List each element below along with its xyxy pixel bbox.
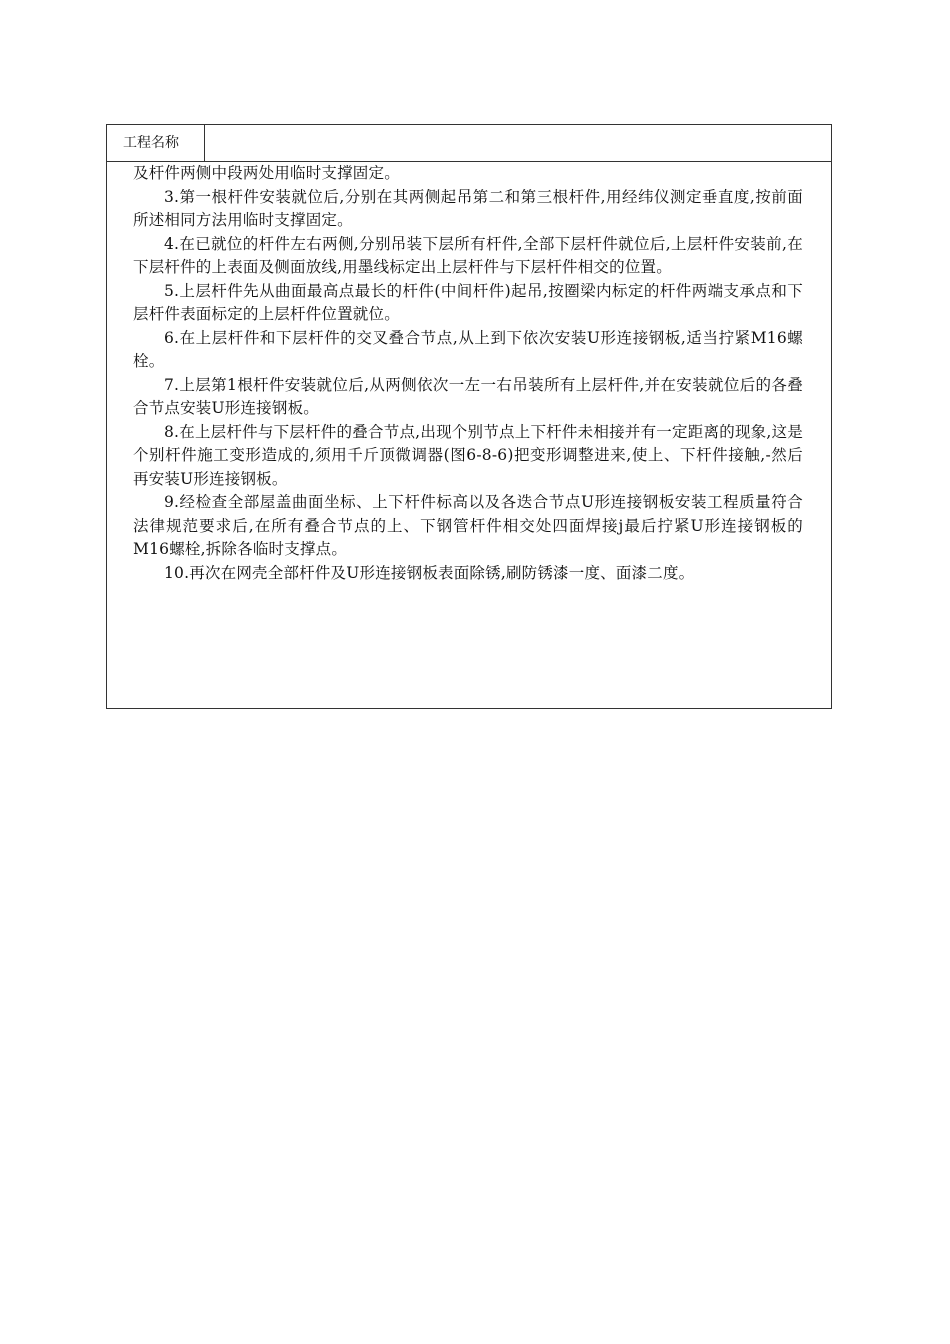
paragraph-step-10: 10.再次在网壳全部杆件及U形连接钢板表面除锈,刷防锈漆一度、面漆二度。	[164, 563, 695, 582]
form-table	[106, 124, 832, 709]
paragraph-step-5: 5.上层杆件先从曲面最高点最长的杆件(中间杆件)起吊,按圈梁内标定的杆件两端支承点和下层杆件表面标定的上层杆件位置就位。	[133, 281, 803, 323]
content-body	[107, 162, 831, 585]
project-name-value	[205, 125, 831, 161]
paragraph-step-7: 7.上层第1根杆件安装就位后,从两侧依次一左一右吊装所有上层杆件,并在安装就位后的各叠合节点安装U形连接钢板。	[133, 375, 803, 417]
paragraph-step-6: 6.在上层杆件和下层杆件的交叉叠合节点,从上到下依次安装U形连接钢板,适当拧紧M16螺栓。	[133, 328, 803, 370]
paragraph-step-8: 8.在上层杆件与下层杆件的叠合节点,出现个别节点上下杆件未相接并有一定距离的现象,这是个别杆件施工变形造成的,须用千斤顶微调器(图6-8-6)把变形调整进来,使上、下杆件接触,-然后再安装U形连接钢板。	[133, 422, 803, 488]
header-row	[107, 125, 831, 162]
paragraph-step-9: 9.经检查全部屋盖曲面坐标、上下杆件标高以及各迭合节点U形连接钢板安装工程质量符合法律规范要求后,在所有叠合节点的上、下钢管杆件相交处四面焊接j最后拧紧U形连接钢板的M16螺栓,拆除各临时支撑点。	[133, 493, 803, 558]
project-name-label: 工程名称	[107, 125, 205, 161]
paragraph-step-3: 3.第一根杆件安装就位后,分别在其两侧起吊第二和第三根杆件,用经纬仪测定垂直度,按前面所述相同方法用临时支撑固定。	[133, 187, 803, 229]
paragraph-step-4: 4.在已就位的杆件左右两侧,分别吊装下层所有杆件,全部下层杆件就位后,上层杆件安装前,在下层杆件的上表面及侧面放线,用墨线标定出上层杆件与下层杆件相交的位置。	[133, 234, 803, 276]
paragraph-continuation: 及杆件两侧中段两处用临时支撑固定。	[133, 164, 400, 182]
